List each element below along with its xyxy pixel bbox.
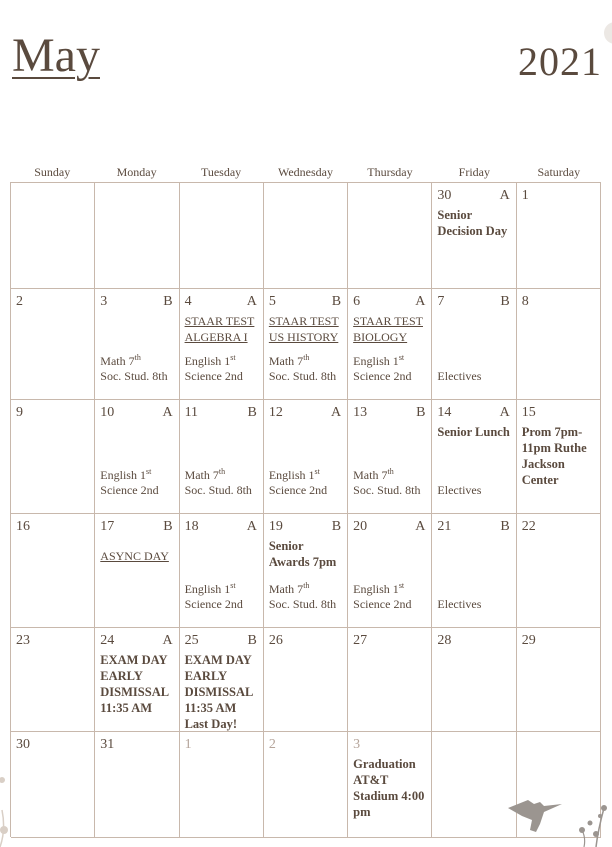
day-number: 4: [184, 294, 192, 309]
day-number: 5: [268, 294, 276, 309]
day-number: 12: [268, 405, 283, 420]
calendar-day-cell: [348, 289, 432, 400]
ab-day-label: A: [246, 519, 257, 534]
calendar-event: English 1st: [268, 467, 320, 482]
calendar-event: Science 2nd: [353, 597, 412, 611]
day-number: 1: [184, 737, 192, 752]
calendar-event: Electives: [437, 369, 482, 383]
calendar-event: STAAR TEST ALGEBRA I: [184, 314, 255, 344]
calendar-event: STAAR TEST US HISTORY: [268, 314, 339, 344]
calendar-event: Math 7th: [184, 467, 226, 482]
calendar-event: Soc. Stud. 8th: [100, 369, 168, 383]
calendar-event: Math 7th: [268, 581, 310, 596]
calendar-event: EXAM DAY EARLY DISMISSAL 11:35 AM: [100, 653, 169, 715]
calendar-day-cell: [432, 628, 516, 732]
day-number: 28: [437, 633, 452, 648]
calendar-event: English 1st: [184, 353, 236, 368]
day-number: 14: [437, 405, 452, 420]
ab-day-label: B: [247, 633, 257, 648]
calendar-event: Graduation AT&T Stadium 4:00 pm: [353, 757, 425, 819]
calendar-day-cell: [348, 400, 432, 514]
calendar-event: English 1st: [353, 353, 405, 368]
calendar-event: Science 2nd: [184, 369, 243, 383]
calendar-event: Soc. Stud. 8th: [184, 483, 252, 497]
calendar-grid: [10, 182, 601, 837]
ab-day-label: A: [499, 188, 510, 203]
ab-day-label: A: [331, 405, 342, 420]
calendar-day-cell: [348, 732, 432, 838]
calendar-event: Prom 7pm-11pm Ruthe Jackson Center: [521, 425, 587, 487]
ab-day-label: A: [162, 405, 173, 420]
calendar-day-cell: [11, 628, 95, 732]
calendar-day-cell: [517, 289, 601, 400]
calendar-day-cell: [95, 289, 179, 400]
day-number: 15: [521, 405, 536, 420]
day-number: 20: [353, 519, 368, 534]
day-number: 16: [16, 519, 30, 534]
ab-day-label: A: [415, 294, 426, 309]
calendar-event: Soc. Stud. 8th: [268, 369, 337, 383]
day-number: 6: [353, 294, 361, 309]
calendar-day-cell: [264, 400, 348, 514]
day-number: 8: [521, 294, 529, 309]
day-number: 26: [268, 633, 283, 648]
ab-day-label: B: [247, 405, 257, 420]
ab-day-label: B: [500, 294, 510, 309]
year-title: 2021: [518, 39, 602, 84]
calendar-event: STAAR TEST BIOLOGY: [353, 314, 423, 344]
calendar-day-cell: [348, 628, 432, 732]
day-number: 10: [100, 405, 115, 420]
calendar-event: English 1st: [184, 581, 236, 596]
weekday-label: Thursday: [367, 165, 413, 179]
day-number: 31: [100, 737, 115, 752]
calendar-event: Math 7th: [268, 353, 310, 368]
weekday-label: Saturday: [537, 165, 581, 179]
day-number: 19: [268, 519, 283, 534]
day-number: 7: [437, 294, 445, 309]
calendar-day-cell: [11, 400, 95, 514]
calendar-day-cell: [180, 183, 264, 289]
calendar-day-cell: [264, 289, 348, 400]
calendar-day-cell: [264, 732, 348, 838]
day-number: 22: [521, 519, 536, 534]
day-number: 2: [16, 294, 23, 309]
hummingbird-flowers-decoration: [500, 790, 612, 847]
ab-day-label: B: [500, 519, 510, 534]
calendar-event: Electives: [437, 483, 482, 497]
day-number: 1: [521, 188, 529, 203]
calendar-event: English 1st: [353, 581, 405, 596]
day-number: 30: [16, 737, 30, 752]
calendar-day-cell: [264, 514, 348, 628]
calendar-day-cell: [517, 183, 601, 289]
calendar-day-cell: [180, 400, 264, 514]
ab-day-label: B: [163, 294, 173, 309]
calendar-day-cell: [95, 628, 179, 732]
calendar-day-cell: [95, 514, 179, 628]
weekday-label: Wednesday: [277, 165, 333, 179]
calendar-day-cell: [180, 289, 264, 400]
day-number: 3: [100, 294, 108, 309]
flower-decoration: [0, 770, 16, 847]
calendar-day-cell: [180, 732, 264, 838]
calendar-day-cell: [95, 400, 179, 514]
day-number: 13: [353, 405, 368, 420]
day-number: 24: [100, 633, 115, 648]
calendar-day-cell: [432, 183, 516, 289]
calendar-event: ASYNC DAY: [100, 549, 169, 563]
weekday-label: Friday: [458, 165, 491, 179]
calendar-day-cell: [95, 732, 179, 838]
calendar-event: Math 7th: [100, 353, 141, 368]
calendar-day-cell: [180, 514, 264, 628]
calendar-event: Electives: [437, 597, 482, 611]
day-number: 29: [521, 633, 536, 648]
ab-day-label: A: [499, 405, 510, 420]
month-title: May: [12, 29, 100, 82]
ab-day-label: A: [415, 519, 426, 534]
calendar-day-cell: [11, 289, 95, 400]
weekday-header: [10, 162, 601, 182]
day-number: 25: [184, 633, 199, 648]
calendar-event: Science 2nd: [353, 369, 412, 383]
decorative-circle: [604, 22, 612, 44]
calendar-day-cell: [11, 183, 95, 289]
calendar-day-cell: [432, 400, 516, 514]
day-number: 11: [184, 405, 199, 420]
calendar-day-cell: [11, 514, 95, 628]
calendar-event: Soc. Stud. 8th: [353, 483, 421, 497]
day-number: 27: [353, 633, 368, 648]
weekday-label: Sunday: [34, 165, 71, 179]
weekday-label: Tuesday: [200, 165, 242, 179]
day-number: 17: [100, 519, 115, 534]
calendar-day-cell: [432, 514, 516, 628]
calendar-event: English 1st: [100, 467, 152, 482]
calendar-event: Soc. Stud. 8th: [268, 597, 337, 611]
day-number: 18: [184, 519, 199, 534]
calendar-day-cell: [517, 628, 601, 732]
day-number: 21: [437, 519, 452, 534]
calendar-event: EXAM DAY EARLY DISMISSAL 11:35 AM Last Day!: [184, 653, 253, 731]
calendar-event: Senior Lunch: [437, 425, 510, 439]
calendar-day-cell: [264, 183, 348, 289]
calendar-day-cell: [348, 183, 432, 289]
calendar-day-cell: [348, 514, 432, 628]
ab-day-label: B: [331, 294, 342, 309]
ab-day-label: B: [416, 405, 426, 420]
calendar-event: Science 2nd: [100, 483, 159, 497]
calendar-day-cell: [180, 628, 264, 732]
calendar-event: Math 7th: [353, 467, 394, 482]
day-number: 3: [353, 737, 361, 752]
calendar-event: Senior Awards 7pm: [268, 539, 337, 569]
calendar-event: Science 2nd: [184, 597, 243, 611]
calendar-day-cell: [264, 628, 348, 732]
ab-day-label: A: [162, 633, 173, 648]
day-number: 2: [268, 737, 276, 752]
calendar-event: Senior Decision Day: [437, 208, 508, 238]
calendar-day-cell: [517, 514, 601, 628]
calendar-day-cell: [95, 183, 179, 289]
calendar-day-cell: [11, 732, 95, 838]
weekday-label: Monday: [116, 165, 157, 179]
ab-day-label: B: [163, 519, 173, 534]
ab-day-label: A: [246, 294, 257, 309]
calendar-event: Science 2nd: [268, 483, 328, 497]
day-number: 23: [16, 633, 30, 648]
calendar-day-cell: [517, 400, 601, 514]
day-number: 30: [437, 188, 452, 203]
ab-day-label: B: [331, 519, 342, 534]
day-number: 9: [16, 405, 23, 420]
calendar-day-cell: [432, 289, 516, 400]
